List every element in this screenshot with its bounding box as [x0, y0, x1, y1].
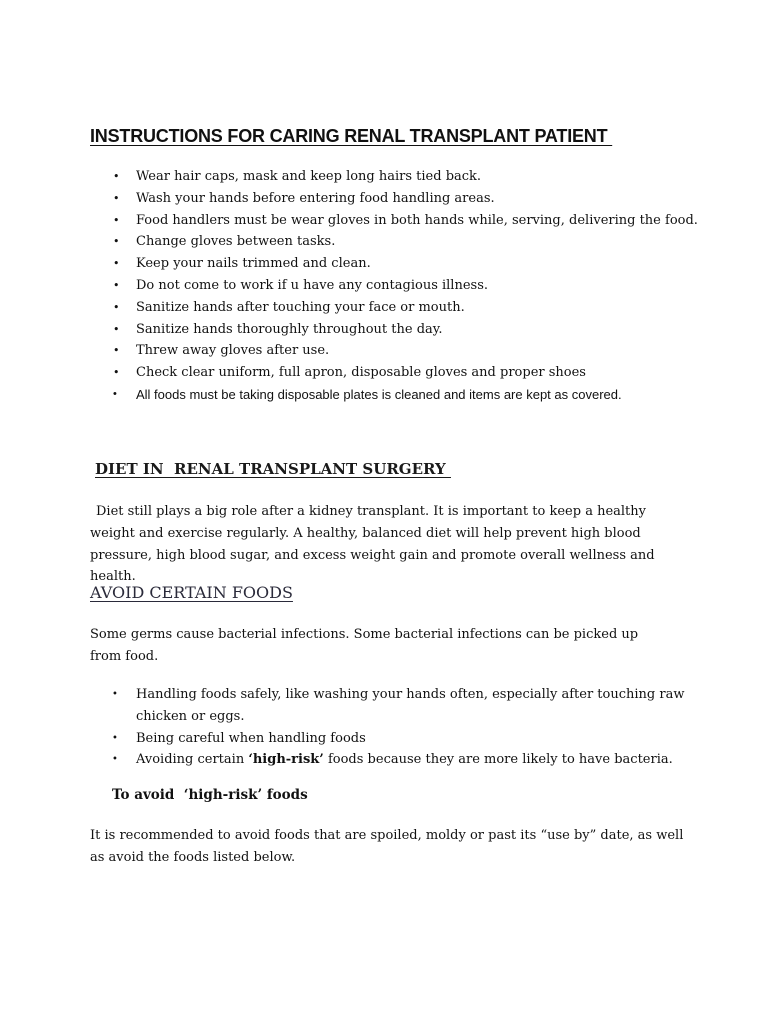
list-item: • Threw away gloves after use.: [90, 340, 730, 362]
list-item: • Sanitize hands after touching your face or mouth.: [90, 297, 730, 319]
list-item: • All foods must be taking disposable plates is cleaned and items are kept as covered.: [90, 384, 730, 406]
list-item: • Keep your nails trimmed and clean.: [90, 253, 730, 275]
list-item: • Wear hair caps, mask and keep long hairs tied back.: [90, 166, 730, 188]
instructions-list: [90, 166, 730, 406]
list-item: • Wash your hands before entering food handling areas.: [90, 188, 730, 210]
food-safety-list: [90, 684, 690, 771]
bullet-icon: •: [112, 732, 118, 744]
germs-paragraph: Some germs cause bacterial infections. Some bacterial infections can be picked up from food.: [90, 627, 639, 664]
list-item: • Handling foods safely, like washing your hands often, especially after touching raw chicken or eggs.: [90, 684, 690, 728]
bullet-icon: •: [113, 278, 120, 292]
bullet-icon: •: [113, 387, 117, 400]
bullet-icon: •: [113, 300, 120, 314]
list-item: • Food handlers must be wear gloves in both hands while, serving, delivering the food.: [90, 210, 730, 232]
high-risk-subheading: To avoid ‘high-risk’ foods: [112, 787, 308, 803]
bullet-icon: •: [113, 257, 120, 271]
diet-heading: DIET IN RENAL TRANSPLANT SURGERY: [95, 460, 451, 478]
list-item: • Sanitize hands thoroughly throughout the day.: [90, 319, 730, 341]
bullet-icon: •: [113, 213, 120, 227]
bullet-icon: •: [113, 366, 120, 380]
bullet-icon: •: [113, 235, 120, 249]
list-item: • Do not come to work if u have any contagious illness.: [90, 275, 730, 297]
list-item: • Change gloves between tasks.: [90, 231, 730, 253]
bullet-icon: •: [112, 689, 118, 700]
bullet-icon: •: [112, 754, 118, 766]
bullet-icon: •: [113, 344, 120, 358]
high-risk-emphasis: ‘high-risk’: [248, 752, 324, 768]
bullet-icon: •: [113, 191, 120, 205]
bullet-icon: •: [113, 322, 120, 336]
bullet-icon: •: [113, 170, 120, 183]
list-item: • Being careful when handling foods: [90, 728, 690, 750]
instructions-heading: INSTRUCTIONS FOR CARING RENAL TRANSPLANT PATIENT: [90, 126, 613, 146]
list-item: • Avoiding certain ‘high-risk’ foods because they are more likely to have bacteria.: [90, 749, 690, 771]
recommendation-paragraph: It is recommended to avoid foods that are spoiled, moldy or past its “use by” date, as well as avoid the foods listed below.: [90, 828, 684, 865]
diet-paragraph: Diet still plays a big role after a kidney transplant. It is important to keep a healthy weight and exercise regularly. A healthy, balanced diet will help prevent high blood pressure, high blood sugar, and excess weight gain and promote overall wellness and health.: [90, 504, 655, 585]
avoid-foods-heading: AVOID CERTAIN FOODS: [90, 583, 293, 602]
list-item: • Check clear uniform, full apron, disposable gloves and proper shoes: [90, 362, 730, 384]
